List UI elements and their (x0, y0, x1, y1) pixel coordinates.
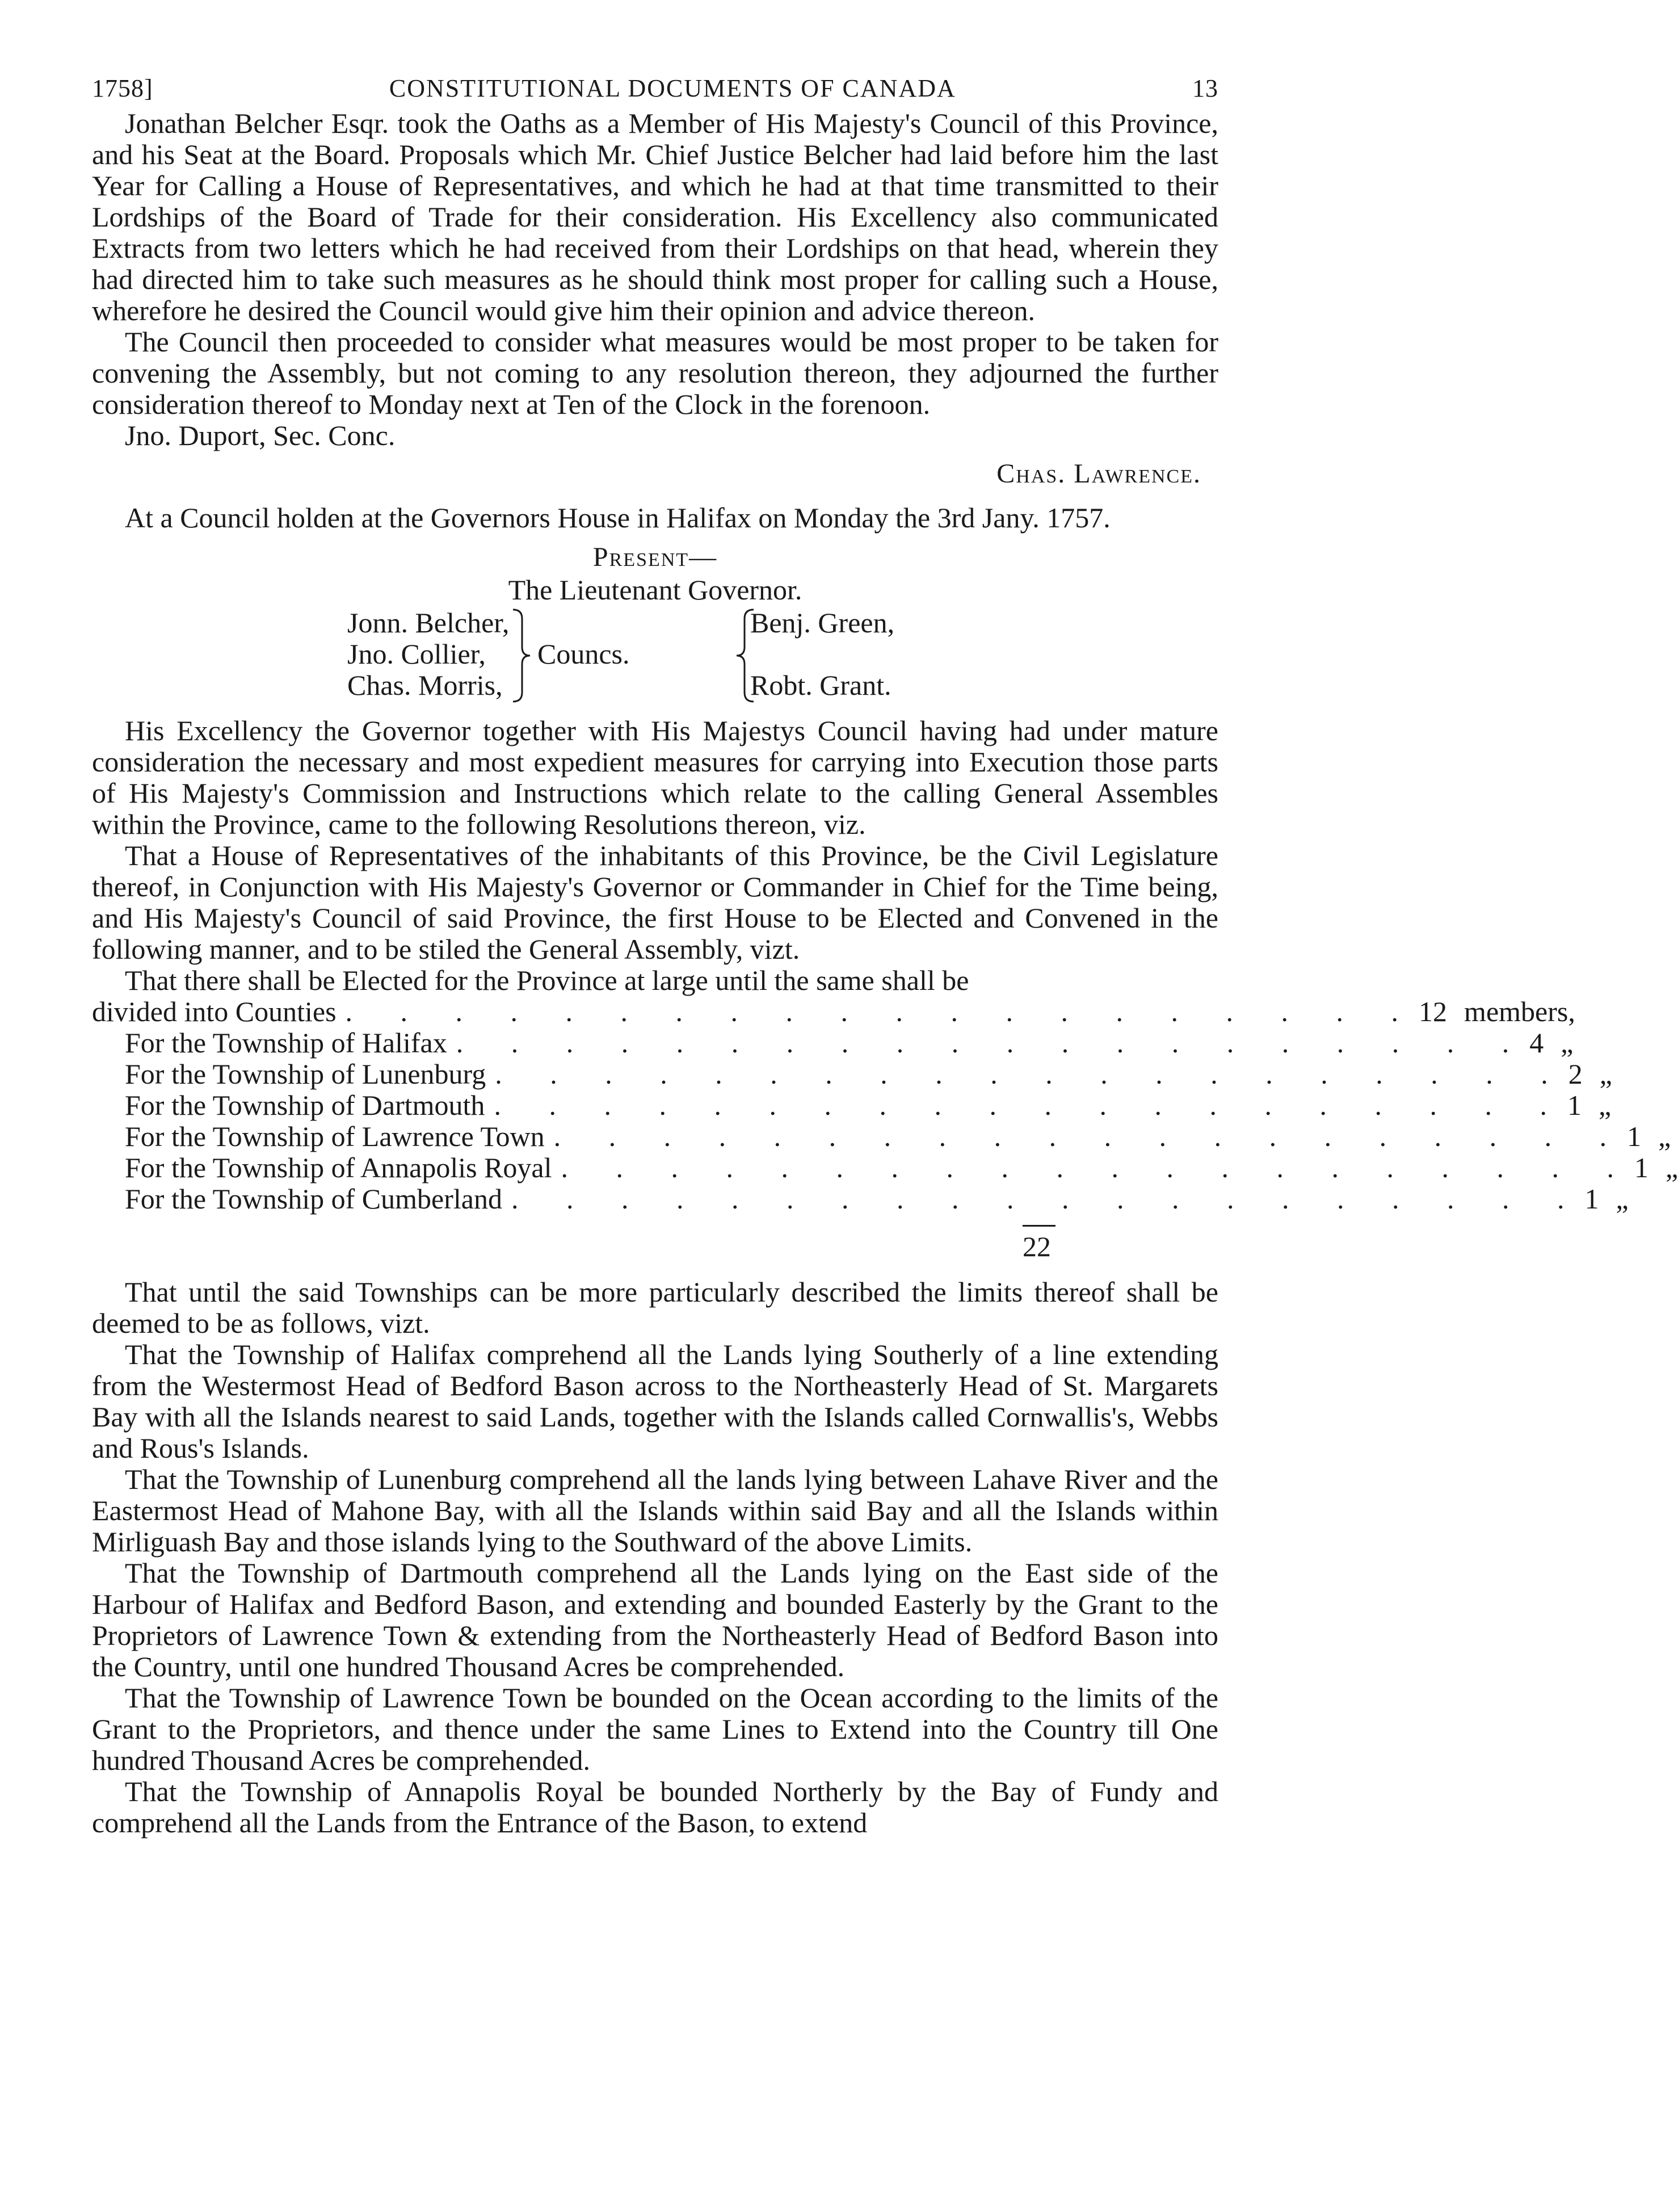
table-row (92, 996, 1575, 1027)
document-page (92, 74, 1678, 1839)
table-row (92, 1120, 1671, 1152)
member-name: Jno. Collier, (347, 638, 486, 670)
present-heading: Present— (592, 542, 718, 572)
members-total: 22 (1023, 1231, 1051, 1262)
present-members (92, 574, 1218, 705)
right-brace-icon (511, 607, 533, 704)
paragraph: That the Township of Dartmouth comprehend all the Lands lying on the East side of the Harbour of Halifax and Bedford Bason, and extending and bounded Easterly by the Grant to the Proprietors of Lawrence Town & extending from the Northeasterly Head of Bedford Bason into the Country, until one hundred Thousand Acres be comprehended. (92, 1557, 1218, 1682)
left-members (347, 607, 509, 701)
row-count: 4 (1529, 1027, 1544, 1059)
row-count: 1 (1584, 1183, 1599, 1215)
header-title: CONSTITUTIONAL DOCUMENTS OF CANADA (389, 74, 956, 102)
dot-leader: . . . . . . . . . . . . . . . . . . . . (553, 1120, 1627, 1152)
dot-leader: . . . . . . . . . . . . . . . . . . . . (495, 1058, 1568, 1090)
row-label: For the Township of Cumberland (125, 1183, 502, 1215)
row-unit: „ (1658, 1120, 1671, 1152)
paragraph: That until the said Townships can be more particularly described the limits thereof shall be deemed to be as follows, vizt. (92, 1276, 1218, 1339)
table-row (92, 1058, 1612, 1090)
members-intro: That there shall be Elected for the Province at large until the same shall be (125, 964, 969, 996)
right-members (750, 607, 894, 701)
lieutenant-governor: The Lieutenant Governor. (508, 574, 802, 606)
row-label: divided into Counties (92, 996, 337, 1027)
member-name: Chas. Morris, (347, 669, 503, 701)
paragraph: That the Township of Halifax comprehend all the Lands lying Southerly of a line extending from the Westermost Head of Bedford Bason across to the Northeasterly Head of St. Margarets Bay with all the Islands nearest to said Lands, together with the Islands called Cornwallis's, Webbs and Rous's Islands. (92, 1338, 1218, 1464)
row-label: For the Township of Halifax (125, 1027, 447, 1059)
row-label: For the Township of Annapolis Royal (125, 1152, 552, 1183)
secretary-signature: Jno. Duport, Sec. Conc. (125, 419, 396, 451)
dot-leader: . . . . . . . . . . . . . . . . . . . . (511, 1183, 1585, 1215)
row-unit: „ (1616, 1183, 1629, 1215)
row-count: 2 (1568, 1058, 1583, 1090)
row-count: 12 (1419, 996, 1448, 1027)
row-unit: „ (1561, 1027, 1574, 1059)
row-unit: „ (1598, 1089, 1612, 1121)
member-name: Benj. Green, (750, 607, 895, 639)
member-name: Robt. Grant. (750, 669, 891, 701)
row-count: 1 (1634, 1152, 1649, 1183)
paragraph: The Council then proceeded to consider what measures would be most proper to be taken for convening the Assembly, but not coming to any resolution thereon, they adjourned the further consideration thereof to Monday next at Ten of the Clock in the forenoon. (92, 326, 1218, 420)
dot-leader: . . . . . . . . . . . . . . . . . . . . (345, 996, 1419, 1027)
paragraph: That a House of Representatives of the inhabitants of this Province, be the Civil Legislature thereof, in Conjunction with His Majesty's Governor or Commander in Chief for the Time being, and His Majesty's Council of said Province, the first House to be Elected and Convened in the following manner, and to be stiled the General Assembly, vizt. (92, 840, 1218, 965)
row-count: 1 (1627, 1120, 1642, 1152)
members-table (92, 996, 1678, 1215)
dot-leader: . . . . . . . . . . . . . . . . . . . . (561, 1152, 1635, 1183)
table-row (92, 1089, 1612, 1121)
table-row (92, 1152, 1678, 1183)
council-heading: At a Council holden at the Governors House in Halifax on Monday the 3rd Jany. 1757. (125, 502, 1111, 534)
row-unit: members, (1464, 996, 1575, 1027)
row-label: For the Township of Lunenburg (125, 1058, 486, 1090)
governor-signature: Chas. Lawrence. (996, 459, 1201, 489)
member-name: Jonn. Belcher, (347, 607, 510, 639)
row-unit: „ (1666, 1152, 1678, 1183)
table-row (92, 1027, 1574, 1059)
paragraph: That the Township of Annapolis Royal be bounded Northerly by the Bay of Fundy and comprehend all the Lands from the Entrance of the Bason, to extend (92, 1776, 1218, 1839)
row-unit: „ (1599, 1058, 1612, 1090)
councs-label: Councs. (537, 638, 630, 670)
paragraph: His Excellency the Governor together with His Majestys Council having had under mature consideration the necessary and most expedient measures for carrying into Execution those parts of His Majesty's Commission and Instructions which relate to the calling General Assembles within the Province, came to the following Resolutions thereon, viz. (92, 715, 1218, 840)
header-year: 1758] (92, 74, 153, 102)
paragraph: That the Township of Lunenburg comprehend all the lands lying between Lahave River and the Eastermost Head of Mahone Bay, with all the Islands within said Bay and all the Islands within Mirliguash Bay and those islands lying to the Southward of the above Limits. (92, 1463, 1218, 1558)
page-number: 13 (1192, 74, 1218, 102)
table-row (92, 1183, 1629, 1215)
paragraph: Jonathan Belcher Esqr. took the Oaths as a Member of His Majesty's Council of this Province, and his Seat at the Board. Proposals which Mr. Chief Justice Belcher had laid before him the last Year for Calling a House of Representatives, and which he had at that time transmitted to their Lordships of the Board of Trade for their consideration. His Excellency also communicated Extracts from two letters which he had received from their Lordships on that head, wherein they had directed him to take such measures as he should think most proper for calling such a House, wherefore he desired the Council would give him their opinion and advice thereon. (92, 107, 1218, 326)
paragraph: That the Township of Lawrence Town be bounded on the Ocean according to the limits of the Grant to the Proprietors, and thence under the same Lines to Extend into the Country till One hundred Thousand Acres be comprehended. (92, 1682, 1218, 1776)
running-header (92, 74, 1218, 108)
row-label: For the Township of Dartmouth (125, 1089, 485, 1121)
row-count: 1 (1567, 1089, 1582, 1121)
row-label: For the Township of Lawrence Town (125, 1120, 545, 1152)
dot-leader: . . . . . . . . . . . . . . . . . . . . (456, 1027, 1530, 1059)
dot-leader: . . . . . . . . . . . . . . . . . . . . (494, 1089, 1567, 1121)
